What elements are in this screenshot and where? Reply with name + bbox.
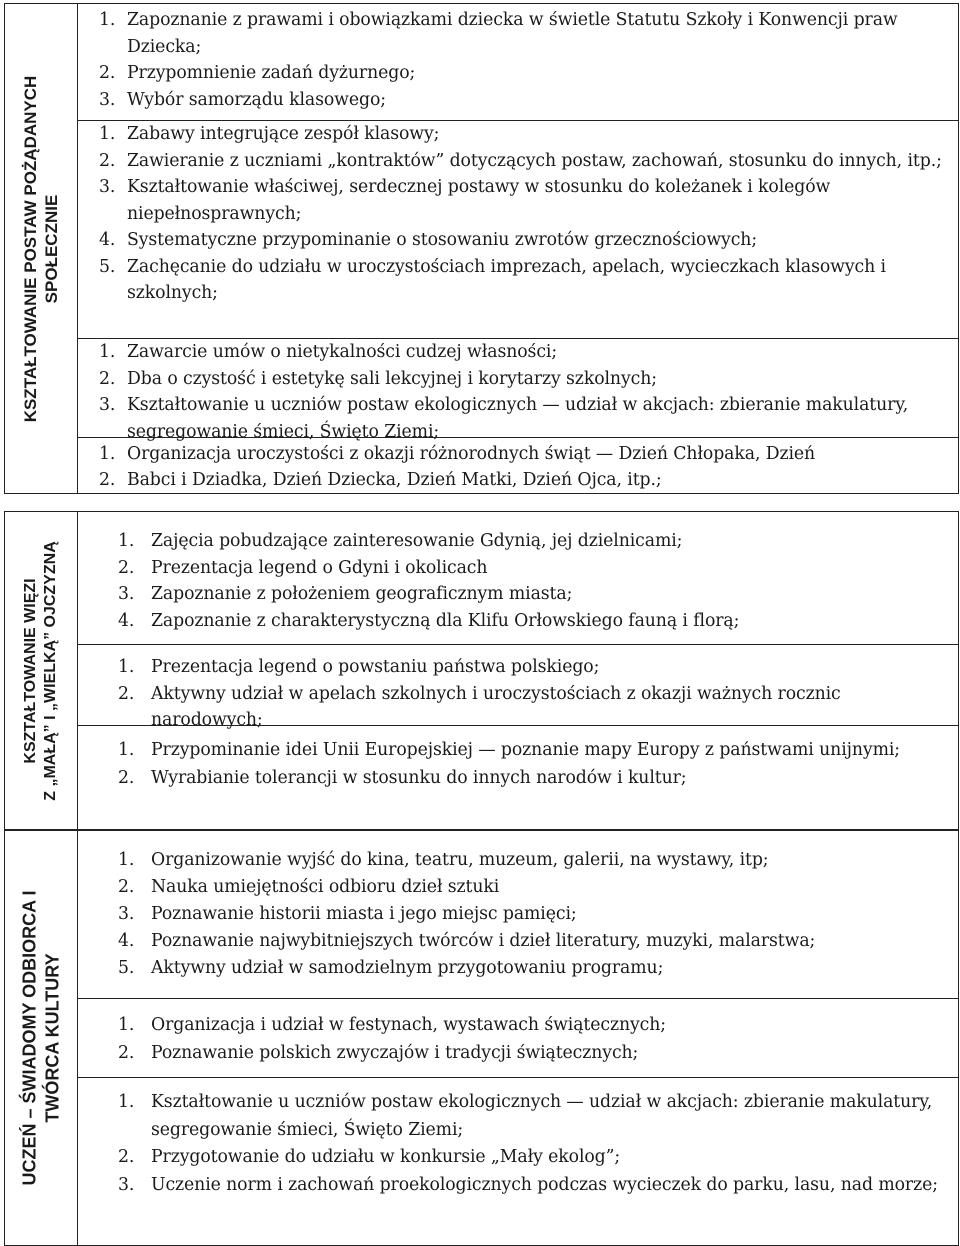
item-number: 1.	[118, 850, 135, 870]
item-text: Zawieranie z uczniami „kontraktów” dotyczących postaw, zachowań, stosunku do innych, itp.;	[127, 150, 942, 171]
item-number: 4.	[118, 610, 135, 631]
item-group	[78, 1078, 958, 1245]
item-text: Uczenie norm i zachowań proekologicznych podczas wycieczek do parku, lasu, nad morze;	[151, 1174, 938, 1195]
item-group	[78, 4, 958, 121]
item-text: Organizacja uroczystości z okazji różnorodnych świąt — Dzień Chłopaka, Dzień	[127, 444, 816, 464]
item-text: Poznawanie najwybitniejszych twórców i dzieł literatury, muzyki, malarstwa;	[151, 931, 816, 951]
section-label	[21, 541, 61, 801]
item-text: Dba o czystość i estetykę sali lekcyjnej i korytarzy szkolnych;	[127, 368, 657, 389]
section-label-line: TWÓRCA KULTURY	[42, 953, 62, 1123]
item-text: Systematyczne przypominanie o stosowaniu zwrotów grzecznościowych;	[127, 230, 758, 250]
item-number: 1.	[118, 657, 135, 678]
item-number: 3.	[99, 89, 116, 110]
list-item	[118, 955, 952, 982]
item-number: 3.	[99, 395, 116, 415]
item-number: 2.	[118, 1042, 135, 1063]
list-item	[118, 581, 952, 608]
item-number: 3.	[99, 177, 116, 197]
list-item	[118, 1089, 952, 1144]
item-number: 2.	[118, 683, 135, 704]
list-item	[118, 654, 952, 681]
list-item	[118, 847, 952, 874]
list-item	[99, 121, 952, 148]
item-number: 1.	[118, 531, 135, 551]
section-content	[78, 512, 958, 829]
item-text: Zapoznanie z prawami i obowiązkami dziecka w świetle Statutu Szkoły i Konwencji praw Dziecka;	[127, 10, 898, 57]
list-item	[99, 174, 952, 227]
section-table-homeland-bonds	[4, 511, 959, 830]
item-group	[78, 645, 958, 731]
item-number: 1.	[118, 1014, 135, 1035]
item-text: Zawarcie umów o nietykalności cudzej własności;	[127, 342, 558, 362]
list-item	[99, 366, 952, 393]
list-item	[99, 148, 952, 175]
item-text: Prezentacja legend o powstaniu państwa polskiego;	[151, 657, 600, 678]
list-item	[99, 339, 952, 366]
item-text: Prezentacja legend o Gdyni i okolicach	[151, 557, 488, 578]
section-content	[78, 831, 958, 1245]
item-text: Organizowanie wyjść do kina, teatru, muzeum, galerii, na wystawy, itp;	[151, 850, 769, 870]
section-table-culture	[4, 830, 959, 1246]
item-group	[78, 999, 958, 1079]
section-label-cell	[5, 512, 78, 829]
item-text: Zapoznanie z charakterystyczną dla Klifu Orłowskiego fauną i florą;	[151, 610, 740, 631]
item-group	[78, 339, 958, 442]
section-label-line: UCZEŃ – ŚWIADOMY ODBIORCA I	[19, 890, 40, 1186]
list-item	[118, 528, 952, 555]
list-item	[118, 555, 952, 582]
item-number: 2.	[118, 877, 135, 897]
section-table-social-attitudes	[4, 3, 959, 494]
item-text: Przygotowanie do udziału w konkursie „Mały ekolog”;	[151, 1147, 621, 1168]
item-text: Wybór samorządu klasowego;	[127, 89, 386, 110]
item-number: 1.	[99, 124, 116, 144]
item-group	[78, 726, 958, 829]
list-item	[99, 227, 952, 254]
item-number: 1.	[99, 444, 116, 464]
item-text: Zapoznanie z położeniem geograficznym miasta;	[151, 584, 573, 604]
item-number: 1.	[99, 10, 116, 30]
list-item	[99, 441, 952, 467]
list-item	[99, 87, 952, 114]
item-number: 5.	[99, 256, 116, 277]
section-label	[19, 890, 64, 1185]
list-item	[118, 1144, 952, 1172]
item-text: Wyrabianie tolerancji w stosunku do innych narodów i kultur;	[151, 768, 687, 789]
item-number: 2.	[99, 63, 116, 83]
section-label-line: SPOŁECZNIE	[42, 194, 61, 303]
item-number: 3.	[118, 1174, 135, 1195]
list-item	[99, 7, 952, 60]
item-number: 2.	[99, 368, 116, 389]
list-item	[118, 1039, 952, 1067]
section-content	[78, 4, 958, 493]
item-text: Przypomnienie zadań dyżurnego;	[127, 63, 416, 83]
item-number: 2.	[99, 150, 116, 171]
item-text: Babci i Dziadka, Dzień Dziecka, Dzień Matki, Dzień Ojca, itp.;	[127, 470, 662, 490]
list-item	[118, 736, 952, 764]
list-item	[118, 928, 952, 955]
list-item	[118, 608, 952, 635]
item-text: Poznawanie historii miasta i jego miejsc pamięci;	[151, 904, 577, 924]
section-label-cell	[5, 831, 78, 1245]
item-text: Kształtowanie u uczniów postaw ekologicznych — udział w akcjach: zbieranie makulatury, segregowanie śmieci, Święto Ziemi;	[151, 1092, 933, 1140]
section-label-line: Z „MAŁĄ” I „WIELKĄ” OJCZYZNĄ	[42, 540, 59, 801]
item-text: Przypominanie idei Unii Europejskiej — poznanie mapy Europy z państwami unijnymi;	[151, 740, 901, 761]
section-label	[20, 75, 63, 422]
item-number: 1.	[118, 740, 135, 761]
list-item	[99, 254, 952, 307]
item-text: Zachęcanie do udziału w uroczystościach imprezach, apelach, wycieczkach klasowych i szkolnych;	[127, 256, 886, 303]
item-number: 5.	[118, 958, 135, 978]
item-group	[78, 831, 958, 999]
list-item	[118, 874, 952, 901]
list-item	[118, 901, 952, 928]
item-number: 2.	[118, 1147, 135, 1168]
item-number: 4.	[118, 931, 135, 951]
item-text: Kształtowanie właściwej, serdecznej postawy w stosunku do koleżanek i kolegów niepełnosprawnych;	[127, 177, 831, 224]
item-text: Organizacja i udział w festynach, wystawach świątecznych;	[151, 1014, 666, 1035]
section-label-line: KSZTAŁTOWANIE WIĘZI	[22, 577, 39, 764]
section-label-cell	[5, 4, 78, 493]
list-item	[99, 467, 952, 493]
item-group	[78, 121, 958, 339]
item-group	[78, 512, 958, 645]
list-item	[118, 764, 952, 792]
list-item	[118, 1172, 952, 1200]
list-item	[99, 60, 952, 87]
item-text: Zajęcia pobudzające zainteresowanie Gdynią, jej dzielnicami;	[151, 531, 683, 551]
item-text: Aktywny udział w samodzielnym przygotowaniu programu;	[151, 958, 664, 978]
item-number: 3.	[118, 584, 135, 604]
item-number: 1.	[118, 1092, 135, 1113]
item-text: Nauka umiejętności odbioru dzieł sztuki	[151, 877, 500, 897]
item-text: Poznawanie polskich zwyczajów i tradycji świątecznych;	[151, 1042, 639, 1063]
list-item	[118, 1011, 952, 1039]
item-number: 2.	[99, 470, 116, 490]
item-text: Zabawy integrujące zespół klasowy;	[127, 124, 440, 144]
item-number: 2.	[118, 557, 135, 578]
item-text: Kształtowanie u uczniów postaw ekologicznych — udział w akcjach: zbieranie makulatury, segregowanie śmieci, Święto Ziemi;	[127, 395, 909, 442]
item-group	[78, 438, 958, 492]
item-number: 2.	[118, 768, 135, 789]
item-number: 3.	[118, 904, 135, 924]
item-number: 4.	[99, 230, 116, 250]
item-text: Aktywny udział w apelach szkolnych i uroczystościach z okazji ważnych rocznic narodowych;	[151, 683, 841, 731]
section-label-line: KSZTAŁTOWANIE POSTAW POŻĄDANYCH	[20, 75, 40, 422]
item-number: 1.	[99, 342, 116, 362]
